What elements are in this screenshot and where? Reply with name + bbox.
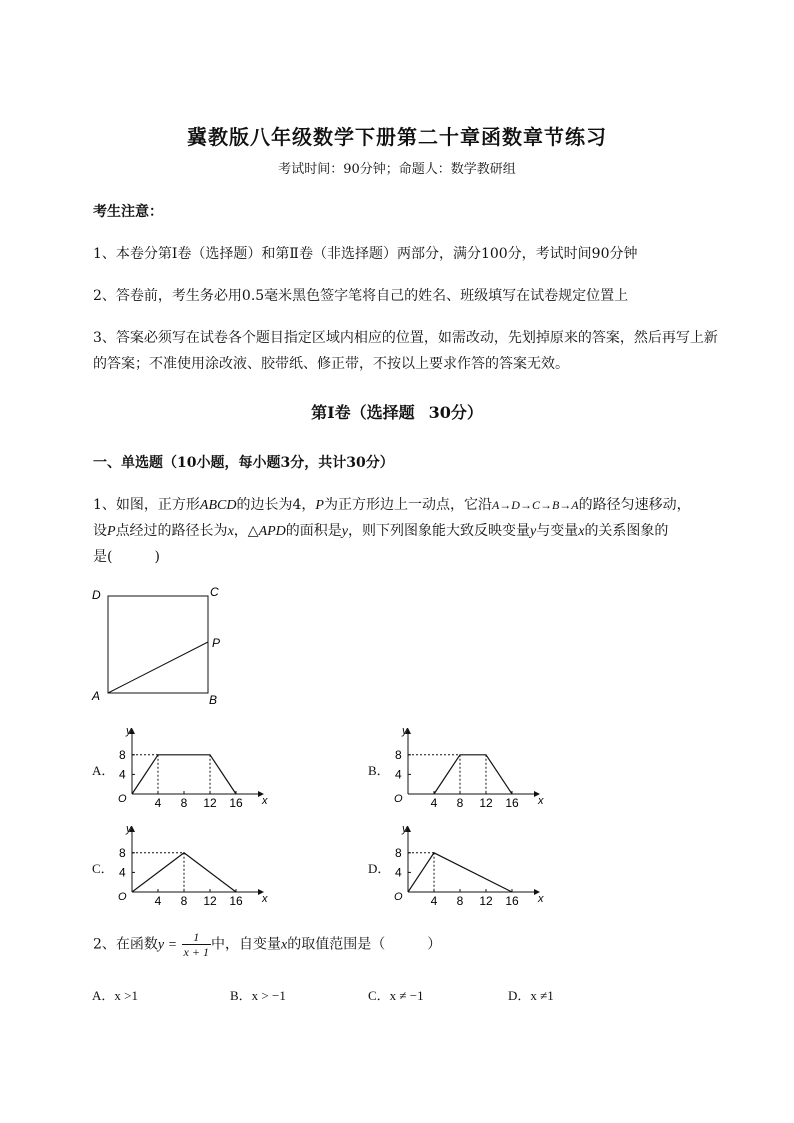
q1-text: 的关系图象的 xyxy=(584,523,669,539)
q1-text: 设 xyxy=(93,523,107,539)
q1-var-p: P xyxy=(315,498,324,513)
section-title-text: 第I卷（选择题 xyxy=(311,403,415,422)
vertex-d-label: D xyxy=(92,588,101,602)
x-tick-label: 16 xyxy=(229,796,243,808)
y-axis-label: y xyxy=(126,823,132,835)
q1-var-x: x xyxy=(227,524,234,539)
q1-var-y: y xyxy=(341,524,348,539)
x-tick-label: 16 xyxy=(505,796,519,808)
origin-label: O xyxy=(394,891,403,903)
y-tick-label: 4 xyxy=(395,767,402,782)
q2-choice-d[interactable]: D．x ≠1 xyxy=(508,988,554,1003)
option-c-graph[interactable] xyxy=(110,822,270,906)
q1-line-1 xyxy=(93,494,691,514)
note-item-3: 3、答案必须写在试卷各个题目指定区域内相应的位置，如需改动，先划掉原来的答案，然后再写上新 xyxy=(93,330,718,346)
x-tick-label: 8 xyxy=(456,894,464,906)
q1-path: A→D→C→B→A xyxy=(491,498,579,512)
x-axis-label: x xyxy=(262,795,268,807)
option-a-label[interactable]: A． xyxy=(92,763,115,778)
q1-line-2 xyxy=(93,520,668,540)
x-tick-label: 12 xyxy=(479,894,493,906)
note-item-3-cont: 的答案；不准使用涂改液、胶带纸、修正带，不按以上要求作答的答案无效。 xyxy=(93,356,569,372)
x-tick-label: 16 xyxy=(505,894,519,906)
y-tick-label: 4 xyxy=(395,865,402,880)
note-item-1: 1、本卷分第I卷（选择题）和第Ⅱ卷（非选择题）两部分，满分100分，考试时间90分钟 xyxy=(93,246,638,262)
y-tick-label: 8 xyxy=(119,845,126,860)
x-axis-label: x xyxy=(538,893,544,905)
part-heading: 一、单选题（10小题，每小题3分，共计30分） xyxy=(93,455,394,471)
origin-label: O xyxy=(394,793,403,805)
y-tick-label: 4 xyxy=(119,865,126,880)
x-axis-label: x xyxy=(538,795,544,807)
q2-stem xyxy=(93,930,441,959)
q2-choice-a[interactable]: A．x >1 xyxy=(92,988,138,1003)
q2-text: 中，自变量 xyxy=(210,936,281,953)
q1-var-abcd: ABCD xyxy=(199,498,237,513)
x-axis-label: x xyxy=(262,893,268,905)
x-tick-label: 4 xyxy=(430,894,438,906)
exam-info: 考试时间：90分钟；命题人：数学教研组 xyxy=(278,162,516,177)
q1-text: 1、如图，正方形 xyxy=(93,497,200,513)
q1-text: 的面积是 xyxy=(285,523,342,539)
y-tick-label: 8 xyxy=(119,747,126,762)
vertex-c-label: C xyxy=(210,585,219,599)
q2-choice-c[interactable]: C．x ≠ −1 xyxy=(368,988,424,1003)
y-tick-label: 8 xyxy=(395,747,402,762)
x-tick-label: 4 xyxy=(154,796,162,808)
origin-label: O xyxy=(118,891,127,903)
q1-line-3: 是( ) xyxy=(93,549,160,565)
q1-var-x: x xyxy=(578,524,585,539)
square-abcd xyxy=(108,596,208,693)
q1-var-p: P xyxy=(107,524,116,539)
y-axis-label: y xyxy=(402,823,408,835)
q2-text: 的取值范围是（ ） xyxy=(287,936,442,953)
q1-text: 的边长为4， xyxy=(236,497,316,513)
q1-text: 的路径匀速移动， xyxy=(578,497,691,513)
x-tick-label: 8 xyxy=(180,796,188,808)
origin-label: O xyxy=(118,793,127,805)
q1-text: 为正方形边上一动点，它沿 xyxy=(323,497,492,513)
q2-denominator: x + 1 xyxy=(183,945,209,959)
x-tick-label: 12 xyxy=(203,796,217,808)
option-d-graph[interactable] xyxy=(386,822,546,906)
q1-text: 与变量 xyxy=(536,523,579,539)
point-p-label: P xyxy=(212,636,221,650)
y-axis-label: y xyxy=(126,725,132,737)
note-item-2: 2、答卷前，考生务必用0.5毫米黑色签字笔将自己的姓名、班级填写在试卷规定位置上 xyxy=(93,288,629,304)
q2-choice-b[interactable]: B．x > −1 xyxy=(230,988,286,1003)
option-c-label[interactable]: C． xyxy=(92,861,114,876)
q1-text: ，△ xyxy=(233,523,259,539)
x-tick-label: 16 xyxy=(229,894,243,906)
q2-numerator: 1 xyxy=(182,930,211,945)
x-tick-label: 8 xyxy=(456,796,464,808)
graph-series-line xyxy=(434,755,512,794)
x-tick-label: 8 xyxy=(180,894,188,906)
option-b-graph[interactable] xyxy=(386,724,546,808)
option-b-label[interactable]: B． xyxy=(368,763,390,778)
x-tick-label: 12 xyxy=(479,796,493,808)
option-a-graph[interactable] xyxy=(110,724,270,808)
y-axis-label: y xyxy=(402,725,408,737)
section-title xyxy=(0,400,794,423)
q1-var-y: y xyxy=(530,524,537,539)
x-tick-label: 4 xyxy=(430,796,438,808)
vertex-a-label: A xyxy=(92,689,101,703)
x-tick-label: 12 xyxy=(203,894,217,906)
segment-ap xyxy=(108,642,208,693)
q2-fraction xyxy=(182,930,211,959)
square-figure xyxy=(88,582,228,710)
vertex-b-label: B xyxy=(209,693,218,707)
q1-text: 点经过的路径长为 xyxy=(115,523,228,539)
x-tick-label: 4 xyxy=(154,894,162,906)
q2-text: 2、在函数 xyxy=(93,936,158,953)
graph-series-line xyxy=(132,755,236,794)
q2-var-x: x xyxy=(280,937,288,953)
graph-series-line xyxy=(408,853,512,892)
q2-function: y = xyxy=(157,937,178,953)
y-tick-label: 8 xyxy=(395,845,402,860)
section-points: 30分） xyxy=(428,403,483,422)
q1-text: ，则下列图象能大致反映变量 xyxy=(348,523,530,539)
option-d-label[interactable]: D． xyxy=(368,861,391,876)
q1-var-apd: APD xyxy=(258,524,286,539)
y-tick-label: 4 xyxy=(119,767,126,782)
page-title: 冀教版八年级数学下册第二十章函数章节练习 xyxy=(187,125,607,149)
notes-heading: 考生注意： xyxy=(93,204,163,220)
